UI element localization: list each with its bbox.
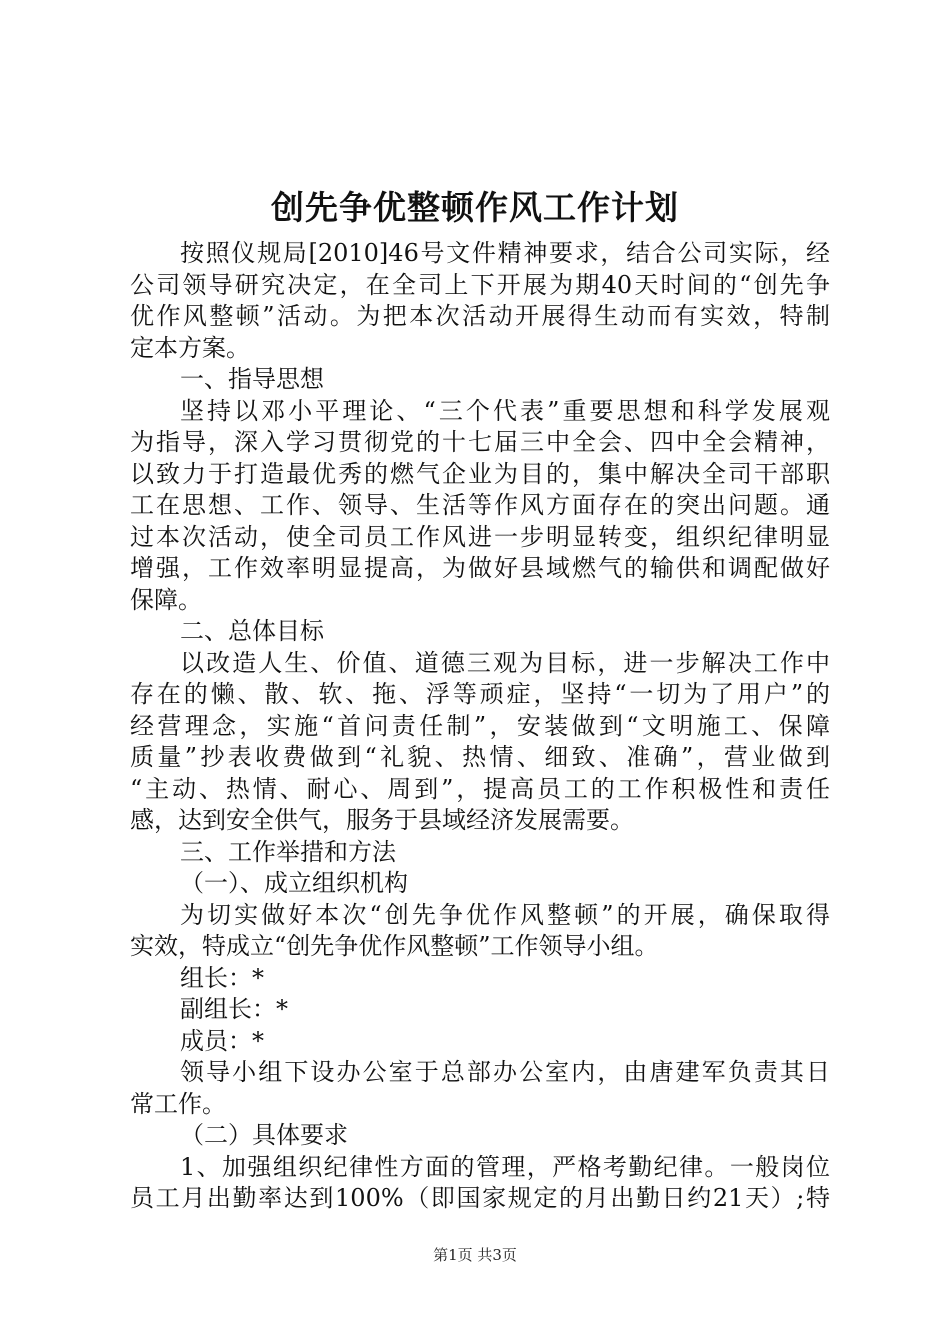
body-line: 坚持以邓小平理论、“三个代表”重要思想和科学发展观 <box>180 396 830 425</box>
subsection-heading: （一）、成立组织机构 <box>180 869 408 897</box>
body-line: 优作风整顿”活动。为把本次活动开展得生动而有实效，特制 <box>130 302 830 330</box>
body-line: 实效，特成立“创先争优作风整顿”工作领导小组。 <box>130 932 659 960</box>
body-line: 增强，工作效率明显提高，为做好县域燃气的输供和调配做好 <box>130 554 830 582</box>
document-body <box>130 238 830 1215</box>
section-heading: 一、指导思想 <box>180 365 324 393</box>
page-number-footer: 第1页 共3页 <box>433 1246 517 1264</box>
body-line: 定本方案。 <box>130 333 250 362</box>
body-line: 以致力于打造最优秀的燃气企业为目的，集中解决全司干部职 <box>130 459 830 488</box>
body-line: 员工月出勤率达到100%（即国家规定的月出勤日约21天）;特 <box>130 1184 830 1212</box>
team-deputy-line: 副组长：* <box>180 995 288 1023</box>
subsection-heading: （二）具体要求 <box>180 1121 348 1149</box>
section-heading: 三、工作举措和方法 <box>180 837 396 866</box>
body-line: 常工作。 <box>130 1089 226 1118</box>
body-line: 以改造人生、价值、道德三观为目标，进一步解决工作中 <box>180 648 830 677</box>
body-line: 按照仪规局[2010]46号文件精神要求，结合公司实际，经 <box>180 239 830 267</box>
body-line: 存在的懒、散、软、拖、浮等顽症，坚持“一切为了用户”的 <box>130 680 830 708</box>
body-line: 1、加强组织纪律性方面的管理，严格考勤纪律。一般岗位 <box>180 1152 830 1181</box>
team-leader-line: 组长：* <box>180 963 264 992</box>
body-line: 为切实做好本次“创先争优作风整顿”的开展，确保取得 <box>180 900 830 929</box>
body-line: 保障。 <box>130 585 202 614</box>
body-line: “主动、热情、耐心、周到”，提高员工的工作积极性和责任 <box>130 774 830 803</box>
body-line: 感，达到安全供气，服务于县域经济发展需要。 <box>130 806 634 834</box>
body-line: 领导小组下设办公室于总部办公室内，由唐建军负责其日 <box>180 1058 830 1086</box>
team-members-line: 成员：* <box>180 1026 264 1055</box>
body-line: 过本次活动，使全司员工作风进一步明显转变，组织纪律明显 <box>130 522 830 551</box>
section-heading: 二、总体目标 <box>180 617 324 645</box>
body-line: 公司领导研究决定，在全司上下开展为期40天时间的“创先争 <box>130 270 830 299</box>
document-title: 创先争优整顿作风工作计划 <box>271 188 679 227</box>
body-line: 为指导，深入学习贯彻党的十七届三中全会、四中全会精神， <box>130 428 830 456</box>
body-line: 工在思想、工作、领导、生活等作风方面存在的突出问题。通 <box>130 491 830 519</box>
body-line: 经营理念，实施“首问责任制”，安装做到“文明施工、保障 <box>130 711 830 740</box>
body-line: 质量”抄表收费做到“礼貌、热情、细致、准确”，营业做到 <box>130 743 830 771</box>
